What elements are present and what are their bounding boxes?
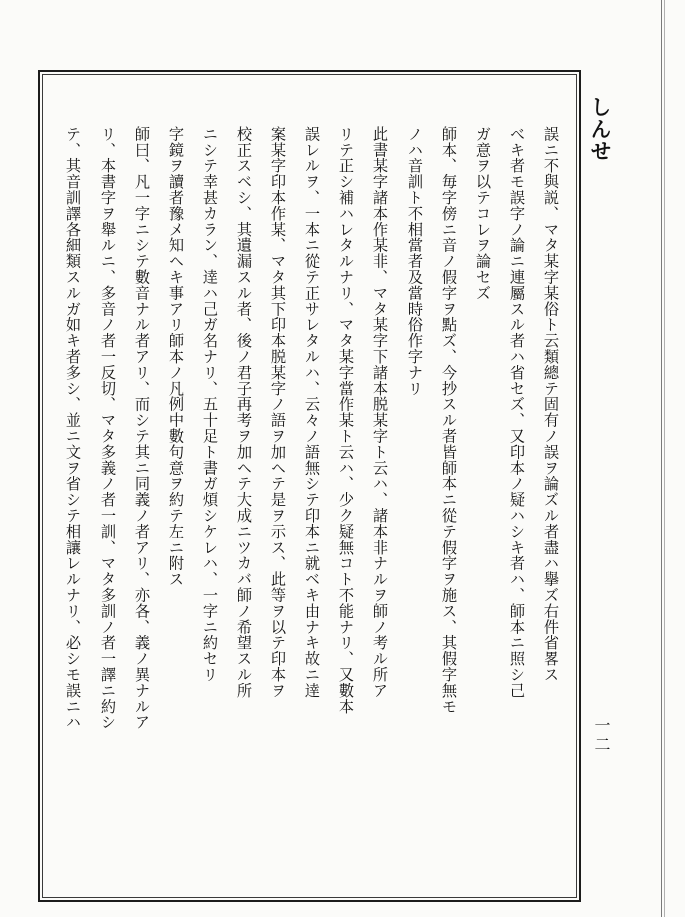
text-column-5: ノハ音訓ト不相當者及當時俗作字ナリ [406, 126, 424, 397]
page-edge-line [661, 0, 662, 917]
text-column-1: 誤ニ不與説、マタ某字某俗ト云類總テ固有ノ誤ヲ論ズル者盡ハ擧ズ右件省畧ス [542, 126, 560, 683]
text-column-13: 師曰、凡一字ニシテ數音ナル者アリ、而シテ其ニ同義ノ者アリ、亦各、義ノ異ナルア [133, 126, 151, 731]
text-column-7: リテ正シ補ハレタルナリ、マタ某字當作某ト云ハ、少ク疑無コト不能ナリ、又數本 [337, 126, 355, 715]
page-number: 一二 [592, 717, 611, 755]
text-column-15: テ、其音訓譯各細類スルガ如キ者多シ、並ニ文ヲ省シテ相讓レルナリ、必シモ誤ニハ [64, 126, 82, 731]
text-column-4: 師本、毎字傍ニ音ノ假字ヲ點ズ、今抄スル者皆師本ニ從テ假字ヲ施ス、其假字無モ [440, 126, 458, 715]
text-column-6: 此書某字諸本作某非、マタ某字下諸本脱某字ト云ハ、諸本非ナルヲ師ノ考ル所ア [371, 126, 389, 699]
running-header: しんせ [588, 96, 613, 162]
text-column-14: リ、本書字ヲ舉ルニ、多音ノ者一反切、マタ多義ノ者一訓、マタ多訓ノ者一譯ニ約シ [99, 126, 117, 731]
text-column-11: ニシテ幸甚カラン、逹ハ己ガ名ナリ、五十足ト書ガ煩シケレハ、一字ニ約セリ [201, 126, 219, 683]
text-column-10: 校正スベシ、其遺漏スル者、後ノ君子再考ヲ加ヘテ大成ニツカバ師ノ希望スル所 [235, 126, 253, 699]
text-column-3: ガ意ヲ以テコレヲ論セズ [474, 126, 492, 301]
text-column-12: 字鏡ヲ讀者豫メ知ヘキ事アリ師本ノ凡例中數句意ヲ約テ左ニ附ス [167, 126, 185, 588]
page-edge-line-shadow [664, 0, 665, 917]
text-column-2: べキ者モ誤字ノ論ニ連屬スル者ハ省セズ、又印本ノ疑ハシキ者ハ、師本ニ照シ己 [508, 126, 526, 699]
text-column-9: 案某字印本作某、マタ其下印本脱某字ノ語ヲ加ヘテ是ヲ示ス、此等ヲ以テ印本ヲ [269, 126, 287, 699]
text-column-8: 誤レルヲ、一本ニ從テ正サレタルハ、云々ノ語無シテ印本ニ就ベキ由ナキ故ニ逹 [303, 126, 321, 699]
